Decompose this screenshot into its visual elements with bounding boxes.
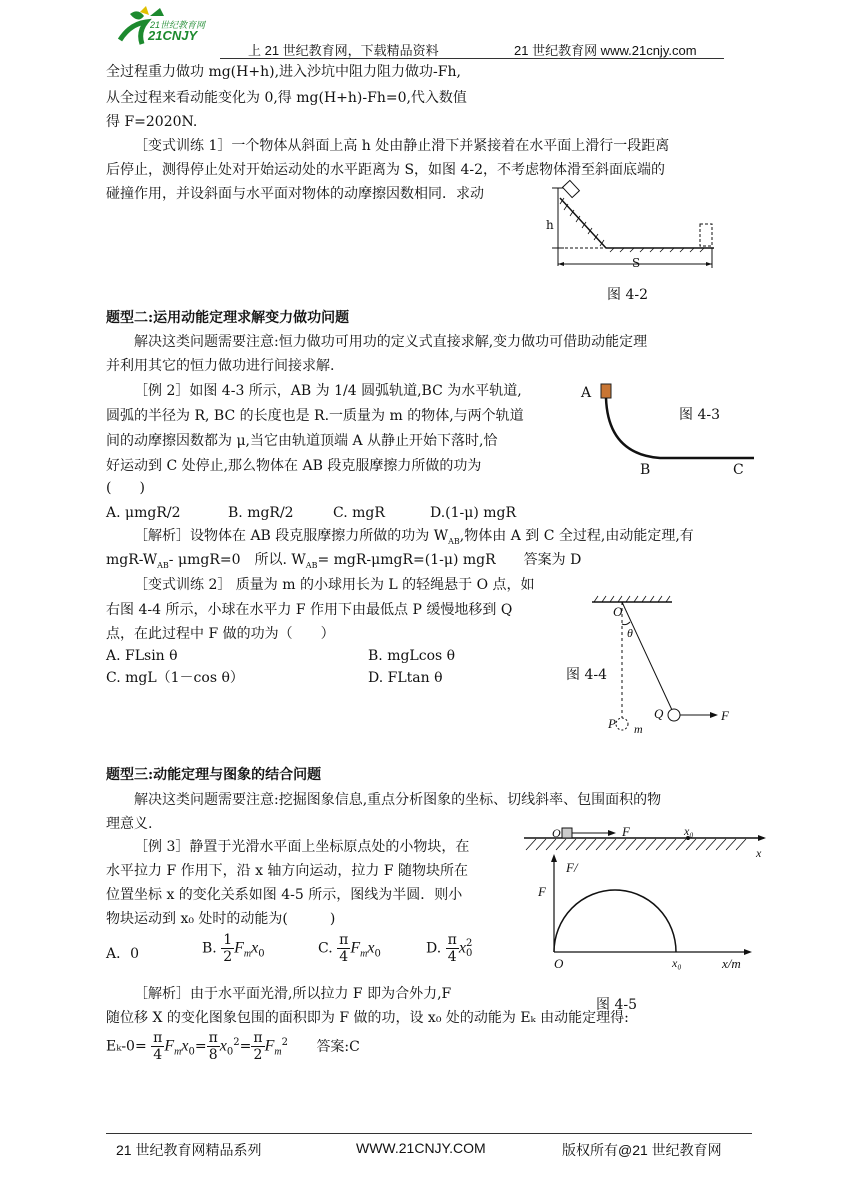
ex1-line-3: 碰撞作用，并设斜面与水平面对物体的动摩擦因数相同．求动 xyxy=(106,186,484,202)
sub-0: 0 xyxy=(258,948,265,960)
numerator: π xyxy=(447,932,457,948)
denominator: 4 xyxy=(339,949,349,965)
fraction-pi-8 xyxy=(207,1030,220,1063)
section-2-title: 题型二:运用动能定理求解变力做功问题 xyxy=(106,310,350,326)
opt-d-tail: x xyxy=(458,939,466,957)
analysis-text: ［解析］设物体在 AB 段克服摩擦力所做的功为 W xyxy=(134,528,449,544)
figure-4-3 xyxy=(596,380,756,470)
header-rule xyxy=(220,58,724,59)
analysis-text: mgR-W xyxy=(106,552,158,568)
ex4-line-2: 水平拉力 F 作用下，沿 x 轴方向运动，拉力 F 随物块所在 xyxy=(106,863,469,879)
x-var: x xyxy=(181,1037,189,1055)
fig-4-5-origin: O xyxy=(554,956,564,971)
numerator: π xyxy=(208,1030,218,1046)
denominator: 2 xyxy=(223,949,233,965)
footer-right: 版权所有@21 世纪教育网 xyxy=(562,1142,722,1158)
ex2-line-3: 间的动摩擦因数都为 μ,当它由轨道顶端 A 从静止开始下落时,恰 xyxy=(106,433,498,449)
fig-4-2-caption: 图 4-2 xyxy=(607,287,648,303)
denominator: 4 xyxy=(153,1047,163,1063)
ex4-option-d xyxy=(426,932,472,965)
fig-4-3-caption: 图 4-3 xyxy=(679,407,720,423)
sec2-desc-1: 解决这类问题需要注意:恒力做功可用功的定义式直接求解,变力做功可借助动能定理 xyxy=(134,334,648,350)
opt-letter: D. xyxy=(426,940,442,957)
numerator: π xyxy=(253,1030,263,1046)
fig-4-3-a-label: A xyxy=(581,385,592,401)
answer-text: 答案:C xyxy=(316,1038,360,1055)
intro-line-3: 得 F=2020N. xyxy=(106,114,198,130)
fig-4-5-f-axis: F/ xyxy=(566,860,578,875)
intro-line-2: 从全过程来看动能变化为 0,得 mg(H+h)-Fh=0,代入数值 xyxy=(106,90,467,106)
ex4-option-c xyxy=(318,932,381,965)
sub-0: 0 xyxy=(226,1046,234,1058)
header-right-link[interactable]: 21 世纪教育网 www.21cnjy.com xyxy=(514,43,697,58)
fig-4-5-top-x0: x₀ xyxy=(684,824,694,838)
logo-sub: 21CNJY xyxy=(148,28,198,43)
numerator: π xyxy=(339,932,349,948)
ex2-option-c: C. mgR xyxy=(333,505,385,521)
footer-left: 21 世纪教育网精品系列 xyxy=(116,1142,262,1158)
ex2-option-b: B. mgR/2 xyxy=(228,505,294,521)
ex3-option-b: B. mgLcos θ xyxy=(368,648,456,664)
ex4-option-a: A．0 xyxy=(106,946,140,962)
opt-c-tail: F xyxy=(350,939,361,957)
fraction-pi-4 xyxy=(151,1030,164,1063)
opt-b-tail: F xyxy=(234,939,244,957)
fraction-pi-4 xyxy=(337,932,350,965)
section-3-title: 题型三:动能定理与图象的结合问题 xyxy=(106,767,322,783)
sup-2: 2 xyxy=(465,938,473,950)
opt-letter: B. xyxy=(202,940,217,957)
fig-4-4-p-label: P xyxy=(608,716,616,731)
header-left-text: 上 21 世纪教育网，下载精品资料 xyxy=(248,43,439,58)
ex1-line-1: ［变式训练 1］一个物体从斜面上高 h 处由静止滑下并紧接着在水平面上滑行一段距离 xyxy=(134,138,670,154)
ex4-final-equation: Eₖ-0= $\frac{\pi}{4}$ $F_mx_0=$ $\frac{\pi}{8}$ $x_0^2=$ $\frac{\pi}{2}$ $F_m^2$ 答案:C xyxy=(106,1030,360,1063)
sub-ab: AB xyxy=(305,560,318,570)
numerator: π xyxy=(153,1030,163,1046)
fig-4-5-top-x: x xyxy=(756,846,762,860)
ex2-analysis-1 xyxy=(134,526,694,552)
ex3-option-d: D. FLtan θ xyxy=(368,670,443,686)
fig-4-2-s-label: S xyxy=(632,256,641,270)
ex2-option-d: D.(1-μ) mgR xyxy=(430,505,517,521)
ex4-analysis-1: ［解析］由于水平面光滑,所以拉力 F 即为合外力,F xyxy=(134,986,452,1002)
opt-letter: C. xyxy=(318,940,333,957)
logo-text: 21世纪教育网 xyxy=(150,20,206,30)
fig-4-5-top-o: O xyxy=(552,826,561,840)
fig-4-4-m-label: m xyxy=(634,722,643,736)
fraction-half xyxy=(221,932,234,965)
sub-0-sup-2: 2 0 xyxy=(466,948,472,959)
sec2-desc-2: 并利用其它的恒力做功进行间接求解. xyxy=(106,358,335,374)
figure-4-2 xyxy=(530,178,730,274)
sub-m: m xyxy=(360,948,368,960)
eq-prefix: Eₖ-0= xyxy=(106,1038,147,1055)
sub-ab: AB xyxy=(157,560,169,570)
denominator: 2 xyxy=(253,1047,263,1063)
fig-4-5-x0: x₀ xyxy=(672,956,682,970)
sub-m: m xyxy=(243,948,252,960)
ex3-line-1: ［变式训练 2］ 质量为 m 的小球用长为 L 的轻绳悬于 O 点，如 xyxy=(134,577,535,593)
x-var: x xyxy=(367,939,375,957)
ex2-analysis-2 xyxy=(106,550,581,576)
fig-4-4-f-label: F xyxy=(721,708,729,723)
ex2-line-2: 圆弧的半径为 R, BC 的长度也是 R.一质量为 m 的物体,与两个轨道 xyxy=(106,408,524,424)
ex4-line-3: 位置坐标 x 的变化关系如图 4-5 所示，图线为半圆．则小 xyxy=(106,887,463,903)
sup-2: 2 xyxy=(281,1036,288,1048)
fig-4-3-c-label: C xyxy=(733,462,744,478)
ex3-line-3: 点，在此过程中 F 做的功为（ ） xyxy=(106,626,335,642)
sub-m: m xyxy=(174,1046,182,1058)
ex2-line-1: ［例 2］如图 4-3 所示，AB 为 1/4 圆弧轨道,BC 为水平轨道, xyxy=(134,383,522,399)
fig-4-5-f-value: F xyxy=(538,884,546,899)
sub-ab: AB xyxy=(448,536,460,546)
ex4-option-b xyxy=(202,932,265,965)
ex3-option-a: A. FLsin θ xyxy=(106,648,178,664)
fraction-pi-2 xyxy=(251,1030,264,1063)
fig-4-4-q-label: Q xyxy=(654,706,664,721)
ex4-analysis-2: 随位移 X 的变化图象包围的面积即为 F 做的功，设 x₀ 处的动能为 Eₖ 由动能定理得: xyxy=(106,1010,629,1026)
footer-center-link[interactable]: WWW.21CNJY.COM xyxy=(356,1140,486,1156)
fig-4-2-h-label: h xyxy=(546,218,554,232)
f-var: F xyxy=(164,1037,175,1055)
fig-4-5-top-f: F xyxy=(622,824,630,839)
analysis-text: = mgR-μmgR=(1-μ) mgR 答案为 D xyxy=(317,552,582,568)
fig-4-4-caption: 图 4-4 xyxy=(566,667,607,683)
sub-m: m xyxy=(274,1046,282,1058)
ex2-option-a: A. μmgR/2 xyxy=(106,505,181,521)
fig-4-4-theta-label: θ xyxy=(627,626,633,640)
analysis-tail: ,物体由 A 到 C 全过程,由动能定理,有 xyxy=(459,528,694,544)
f-var: F xyxy=(264,1037,275,1055)
analysis-text: - μmgR=0 所以. W xyxy=(168,552,306,568)
sub-0: 0 xyxy=(374,948,381,960)
ex1-line-2: 后停止，测得停止处对开始运动处的水平距离为 S，如图 4-2，不考虑物体滑至斜面底端的 xyxy=(106,162,666,178)
fig-4-5-x-axis: x/m xyxy=(722,956,741,971)
fig-4-5-caption: 图 4-5 xyxy=(596,997,637,1013)
denominator: 8 xyxy=(208,1047,218,1063)
sub-0: 0 xyxy=(188,1046,195,1058)
fraction-pi-4 xyxy=(446,932,459,965)
ex3-line-2: 右图 4-4 所示，小球在水平力 F 作用下由最低点 P 缓慢地移到 Q xyxy=(106,602,513,618)
ex3-option-c: C. mgL（1－cos θ） xyxy=(106,670,244,686)
ex4-line-1: ［例 3］静置于光滑水平面上坐标原点处的小物块，在 xyxy=(134,839,470,855)
ex4-line-4: 物块运动到 x₀ 处时的动能为( ) xyxy=(106,911,336,927)
ex2-line-5: ( ) xyxy=(106,480,145,496)
intro-line-1: 全过程重力做功 mg(H+h),进入沙坑中阻力阻力做功-Fh, xyxy=(106,64,461,80)
sup-2: 2 xyxy=(233,1036,240,1048)
fig-4-3-b-label: B xyxy=(640,462,651,478)
ex2-line-4: 好运动到 C 处停止,那么物体在 AB 段克服摩擦力所做的功为 xyxy=(106,458,482,474)
fig-4-4-o-label: O xyxy=(613,604,623,619)
numerator: 1 xyxy=(223,932,233,948)
sec3-desc-2: 理意义. xyxy=(106,816,153,832)
sec3-desc-1: 解决这类问题需要注意:挖掘图象信息,重点分析图象的坐标、切线斜率、包围面积的物 xyxy=(134,792,662,808)
footer-rule xyxy=(106,1133,752,1134)
x-var: x xyxy=(251,939,259,957)
denominator: 4 xyxy=(447,949,457,965)
x-var: x xyxy=(219,1037,227,1055)
